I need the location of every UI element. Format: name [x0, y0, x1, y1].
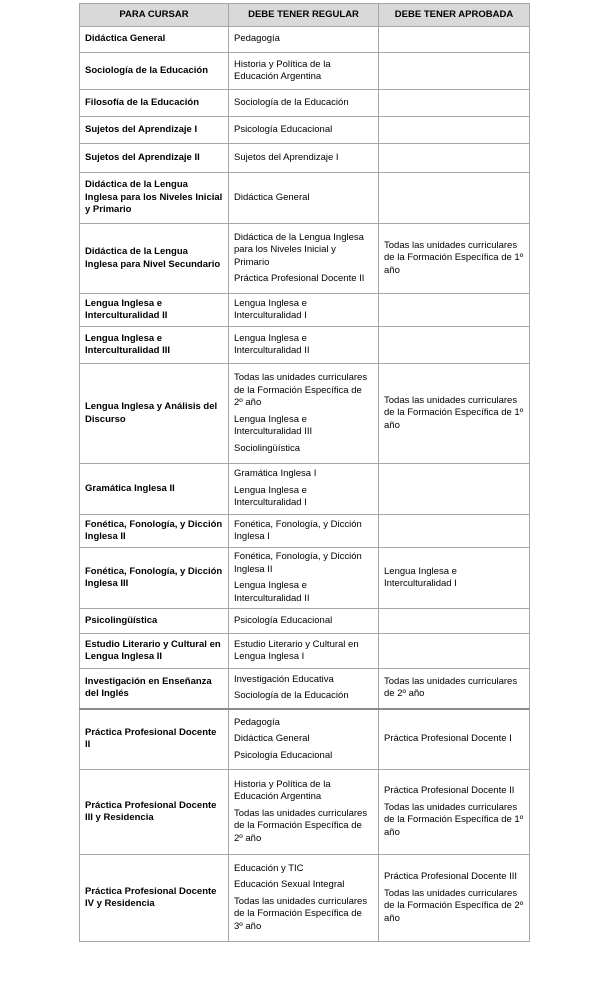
header-row: [80, 4, 530, 27]
debe-tener-regular-cell: [229, 855, 379, 942]
debe-tener-regular-cell: [229, 364, 379, 464]
debe-tener-regular-cell: [229, 53, 379, 90]
debe-tener-aprobada-cell: [379, 224, 530, 294]
requirement-item: Sociología de la Educación: [234, 96, 349, 108]
requirement-item: Educación Sexual Integral: [234, 879, 345, 891]
requirement-item: Lengua Inglesa e Interculturalidad II: [234, 580, 310, 604]
debe-tener-aprobada-cell: [379, 294, 530, 327]
requirement-item: Lengua Inglesa e Interculturalidad I: [234, 297, 307, 321]
requirement-item: Práctica Profesional Docente I: [384, 733, 512, 744]
requirement-item: Práctica Profesional Docente II: [234, 273, 365, 284]
para-cursar-cell: Lengua Inglesa y Análisis del Discurso: [80, 364, 229, 464]
debe-tener-aprobada-cell: [379, 27, 530, 53]
debe-tener-aprobada-cell: [379, 464, 530, 515]
requirement-item: Didáctica de la Lengua Inglesa para los Niveles Inicial y Primario: [234, 231, 364, 268]
requirement-item: Lengua Inglesa e Interculturalidad II: [234, 332, 310, 356]
requirement-item: Estudio Literario y Cultural en Lengua Inglesa I: [234, 638, 359, 662]
requirement-item: Práctica Profesional Docente III: [384, 871, 518, 882]
table-row: [80, 770, 530, 855]
requirement-item: Didáctica General: [234, 733, 310, 744]
debe-tener-aprobada-cell: [379, 855, 530, 942]
debe-tener-aprobada-cell: [379, 709, 530, 770]
table-row: [80, 464, 530, 515]
requirement-item: Gramática Inglesa I: [234, 468, 317, 480]
debe-tener-regular-cell: [229, 709, 379, 770]
debe-tener-regular-cell: [229, 327, 379, 364]
table-row: [80, 364, 530, 464]
para-cursar-cell: Fonética, Fonología, y Dicción Inglesa III: [80, 548, 229, 609]
table-row: [80, 53, 530, 90]
debe-tener-regular-cell: [229, 548, 379, 609]
table-row: [80, 144, 530, 173]
para-cursar-cell: Fonética, Fonología, y Dicción Inglesa II: [80, 515, 229, 548]
header-debe-tener-regular: DEBE TENER REGULAR: [229, 4, 379, 27]
requirement-item: Didáctica General: [234, 191, 310, 203]
debe-tener-aprobada-cell: [379, 669, 530, 709]
requirement-item: Sujetos del Aprendizaje I: [234, 151, 339, 163]
para-cursar-cell: Didáctica de la Lengua Inglesa para los Niveles Inicial y Primario: [80, 173, 229, 224]
debe-tener-regular-cell: [229, 515, 379, 548]
table-row: [80, 90, 530, 117]
debe-tener-aprobada-cell: [379, 634, 530, 669]
requirement-item: Sociolingüística: [234, 442, 301, 454]
para-cursar-cell: Psicolingüística: [80, 609, 229, 634]
requirement-item: Educación y TIC: [234, 862, 304, 874]
requirement-item: Investigación Educativa: [234, 673, 334, 685]
table-row: [80, 27, 530, 53]
debe-tener-regular-cell: [229, 224, 379, 294]
debe-tener-regular-cell: [229, 464, 379, 515]
requirement-item: Todas las unidades curriculares de la Formación Específica de 1º año: [384, 239, 524, 276]
debe-tener-aprobada-cell: [379, 548, 530, 609]
table-row: [80, 709, 530, 770]
debe-tener-aprobada-cell: [379, 609, 530, 634]
requirement-item: Pedagogía: [234, 716, 280, 728]
debe-tener-regular-cell: [229, 609, 379, 634]
requirement-item: Todas las unidades curriculares de la Formación Específica de 2º año: [384, 887, 524, 924]
requirement-item: Sociología de la Educación: [234, 690, 349, 702]
table-row: [80, 327, 530, 364]
debe-tener-regular-cell: [229, 294, 379, 327]
header-debe-tener-aprobada: DEBE TENER APROBADA: [379, 4, 530, 27]
debe-tener-aprobada-cell: [379, 770, 530, 855]
correlatividades-table: [79, 3, 530, 942]
requirement-item: Todas las unidades curriculares de la Formación Específica de 2º año: [234, 807, 368, 844]
debe-tener-aprobada-cell: [379, 364, 530, 464]
table-row: [80, 117, 530, 144]
requirement-item: Lengua Inglesa e Interculturalidad III: [234, 413, 313, 437]
table-body: [80, 27, 530, 942]
para-cursar-cell: Lengua Inglesa e Interculturalidad II: [80, 294, 229, 327]
header-para-cursar: PARA CURSAR: [80, 4, 229, 27]
debe-tener-aprobada-cell: [379, 117, 530, 144]
requirement-item: Pedagogía: [234, 33, 280, 45]
debe-tener-regular-cell: [229, 669, 379, 709]
requirement-item: Todas las unidades curriculares de la Formación Específica de 3º año: [234, 895, 368, 932]
requirement-item: Todas las unidades curriculares de la Formación Específica de 1º año: [384, 801, 524, 838]
table-row: [80, 548, 530, 609]
debe-tener-regular-cell: [229, 173, 379, 224]
table-row: [80, 855, 530, 942]
requirement-item: Historia y Política de la Educación Argentina: [234, 778, 331, 803]
requirement-item: Todas las unidades curriculares de la Formación Específica de 2º año: [234, 372, 368, 408]
para-cursar-cell: Práctica Profesional Docente II: [80, 709, 229, 770]
table-row: [80, 173, 530, 224]
para-cursar-cell: Investigación en Enseñanza del Inglés: [80, 669, 229, 709]
requirement-item: Lengua Inglesa e Interculturalidad I: [234, 484, 307, 509]
requirement-item: Todas las unidades curriculares de la Formación Específica de 1º año: [384, 394, 524, 431]
para-cursar-cell: Gramática Inglesa II: [80, 464, 229, 515]
para-cursar-cell: Filosofía de la Educación: [80, 90, 229, 117]
requirement-item: Psicología Educacional: [234, 123, 333, 135]
requirement-item: Todas las unidades curriculares de 2º año: [384, 675, 518, 700]
debe-tener-aprobada-cell: [379, 515, 530, 548]
debe-tener-aprobada-cell: [379, 327, 530, 364]
debe-tener-regular-cell: [229, 144, 379, 173]
table-row: [80, 515, 530, 548]
requirement-item: Historia y Política de la Educación Argentina: [234, 58, 331, 82]
table-row: [80, 634, 530, 669]
debe-tener-aprobada-cell: [379, 53, 530, 90]
para-cursar-cell: Didáctica de la Lengua Inglesa para Nivel Secundario: [80, 224, 229, 294]
table-row: [80, 669, 530, 709]
requirement-item: Psicología Educacional: [234, 614, 333, 626]
debe-tener-regular-cell: [229, 770, 379, 855]
table-row: [80, 224, 530, 294]
para-cursar-cell: Sujetos del Aprendizaje I: [80, 117, 229, 144]
para-cursar-cell: Didáctica General: [80, 27, 229, 53]
debe-tener-regular-cell: [229, 117, 379, 144]
para-cursar-cell: Estudio Literario y Cultural en Lengua Inglesa II: [80, 634, 229, 669]
requirement-item: Psicología Educacional: [234, 749, 333, 761]
debe-tener-regular-cell: [229, 90, 379, 117]
debe-tener-aprobada-cell: [379, 173, 530, 224]
requirement-item: Fonética, Fonología, y Dicción Inglesa I: [234, 518, 362, 542]
debe-tener-regular-cell: [229, 634, 379, 669]
requirement-item: Práctica Profesional Docente II: [384, 785, 515, 796]
para-cursar-cell: Sujetos del Aprendizaje II: [80, 144, 229, 173]
debe-tener-aprobada-cell: [379, 144, 530, 173]
debe-tener-aprobada-cell: [379, 90, 530, 117]
table-row: [80, 294, 530, 327]
para-cursar-cell: Práctica Profesional Docente IV y Residencia: [80, 855, 229, 942]
para-cursar-cell: Práctica Profesional Docente III y Residencia: [80, 770, 229, 855]
table-row: [80, 609, 530, 634]
para-cursar-cell: Sociología de la Educación: [80, 53, 229, 90]
debe-tener-regular-cell: [229, 27, 379, 53]
requirement-item: Fonética, Fonología, y Dicción Inglesa II: [234, 551, 362, 575]
requirement-item: Lengua Inglesa e Interculturalidad I: [384, 565, 457, 589]
para-cursar-cell: Lengua Inglesa e Interculturalidad III: [80, 327, 229, 364]
